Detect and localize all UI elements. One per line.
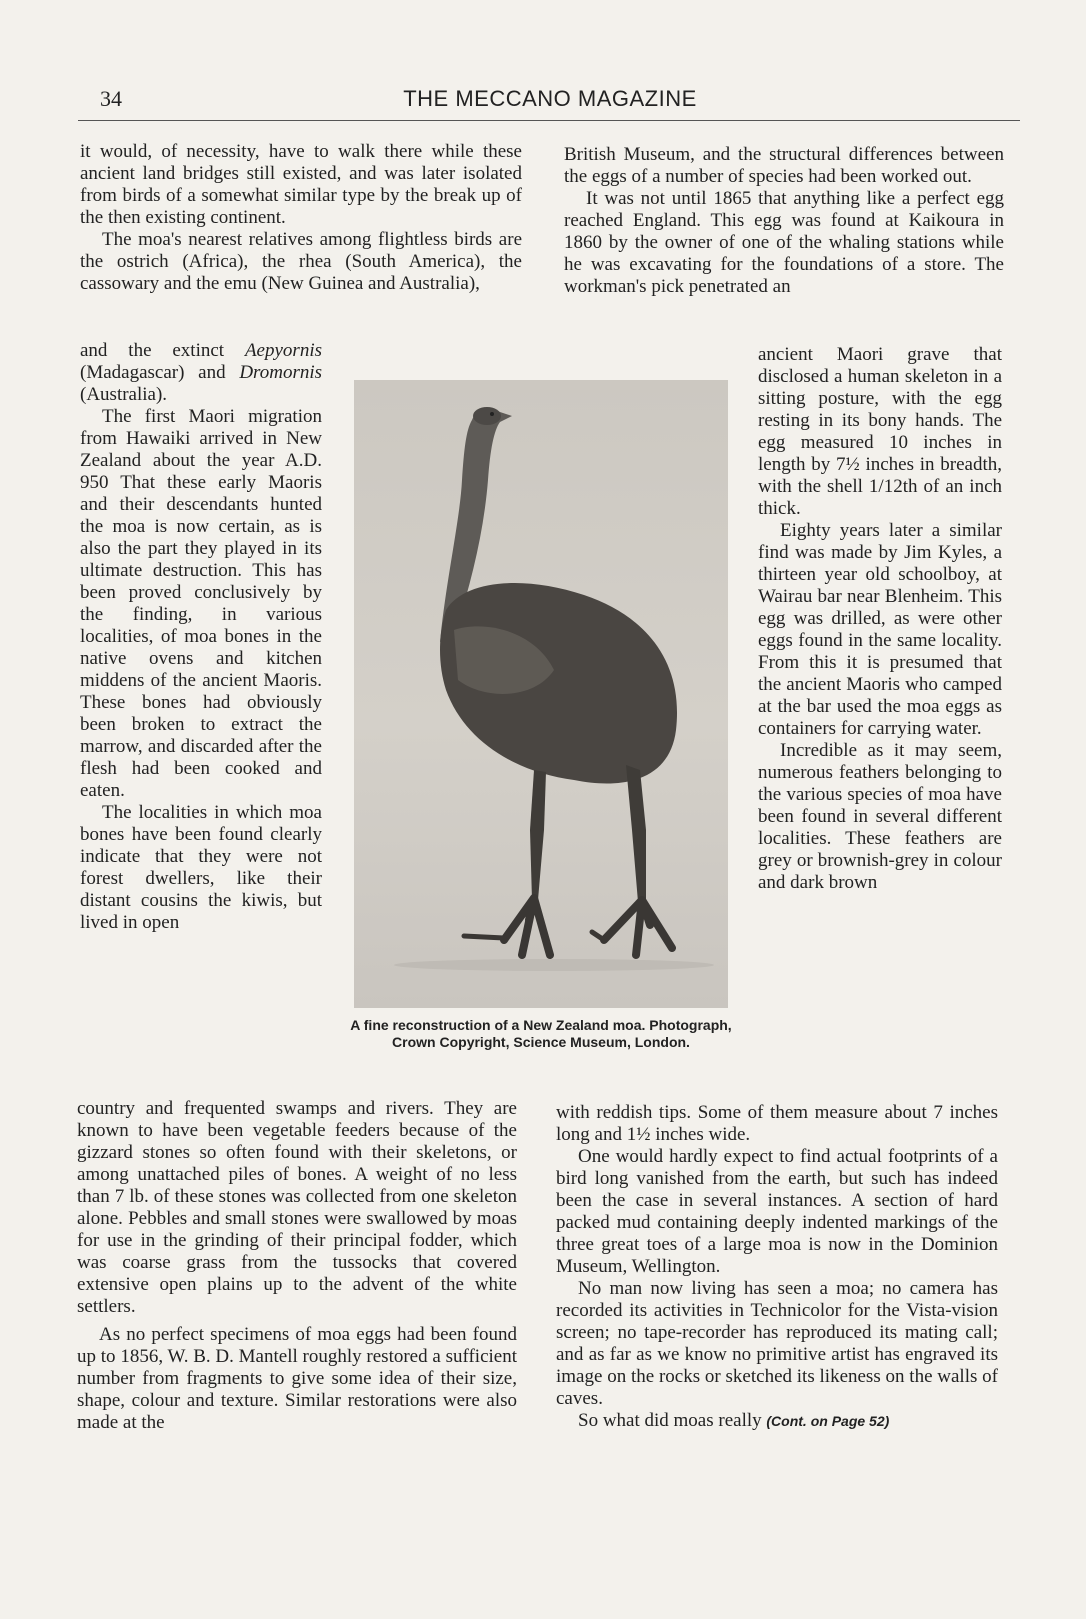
left-paragraph-4-continued: country and frequented swamps and rivers. They are known to have been vegetable feeders because of the gizzard stones so often found with their skeletons, or among unattached piles of bones. A weight of no less than 7 lb. of these stones was collected from one skeleton alone. Pebbles and small stones were swallowed by moas for use in the grinding of their principal fodder, which was coarse grass from the tussocks that covered extensive open plains up to the advent of the white settlers.	[77, 1098, 517, 1317]
left-paragraph-3: The first Maori migration from Hawaiki arrived in New Zealand about the year A.D. 950 That these early Maoris and their descendants hunted the moa is now certain, as is also the part they played in its ultimate destruction. This has been proved conclusively by the finding, in various localities, of moa bones in the native ovens and kitchen middens of the ancient Maoris. These bones had obviously been broken to extract the marrow, and discarded after the flesh had been cooked and eaten.	[80, 406, 322, 801]
australia-text: (Australia).	[80, 384, 168, 405]
page-number: 34	[100, 86, 122, 111]
aepyornis-name: Aepyornis	[244, 340, 322, 361]
right-col-top	[564, 144, 1004, 298]
moa-illustration	[354, 380, 728, 1008]
left-paragraph-5: As no perfect specimens of moa eggs had been found up to 1856, W. B. D. Mantell roughly restored a sufficient number from fragments to give some idea of their size, shape, colour and texture. Similar restorations were also made at the	[77, 1324, 517, 1433]
right-paragraph-2-continued: ancient Maori grave that disclosed a human skeleton in a sitting posture, with the egg resting in its bony hands. The egg measured 10 inches in length by 7½ inches in breadth, with the shell 1/12th of an inch thick.	[758, 344, 1002, 519]
continuation-note[interactable]: (Cont. on Page 52)	[766, 1413, 890, 1429]
extinct-text: and the extinct	[80, 340, 225, 361]
header-rule	[78, 120, 1020, 121]
dromornis-name: Dromornis	[239, 362, 323, 383]
right-paragraph-3: Eighty years later a similar find was made by Jim Kyles, a thirteen year old schoolboy, at Wairau bar near Blenheim. This egg was drilled, as were other eggs found in the same locality. From this it is presumed that the ancient Maoris who camped at the bar used the moa eggs as containers for carrying water.	[758, 520, 1002, 739]
right-paragraph-5: One would hardly expect to find actual footprints of a bird long vanished from the earth, but such has indeed been the case in several instances. A section of hard packed mud containing deeply indented markings of the three great toes of a large moa is now in the Dominion Museum, Wellington.	[556, 1146, 998, 1277]
right-paragraph-1: British Museum, and the structural differences between the eggs of a number of species had been worked out.	[564, 144, 1004, 187]
right-paragraph-6: No man now living has seen a moa; no camera has recorded its activities in Technicolor for the Vista-vision screen; no tape-recorder has reproduced its mating call; and as far as we know no primitive artist has engraved its image on the rocks or sketched its likeness on the walls of caves.	[556, 1278, 998, 1409]
right-col-narrow	[758, 344, 1002, 894]
left-col-top	[80, 141, 522, 295]
magazine-title: THE MECCANO MAGAZINE	[403, 86, 697, 111]
right-paragraph-4-continued: with reddish tips. Some of them measure about 7 inches long and 1½ inches wide.	[556, 1102, 998, 1145]
right-col-bottom	[556, 1102, 998, 1432]
right-paragraph-4: Incredible as it may seem, numerous feathers belonging to the various species of moa have been found in several different localities. These feathers are grey or brownish-grey in colour and dark brown	[758, 740, 1002, 893]
right-paragraph-7	[556, 1410, 998, 1432]
left-col-bottom	[77, 1098, 517, 1434]
figure-caption: A fine reconstruction of a New Zealand moa. Photograph, Crown Copyright, Science Museum, London.	[350, 1017, 732, 1050]
left-col-narrow	[80, 340, 322, 934]
final-sentence: So what did moas really	[578, 1410, 762, 1431]
left-paragraph-2: The moa's nearest relatives among flightless birds are the ostrich (Africa), the rhea (South America), the cassowary and the emu (New Guinea and Australia),	[80, 229, 522, 294]
madagascar-text: (Madagascar) and	[80, 362, 226, 383]
right-paragraph-2: It was not until 1865 that anything like a perfect egg reached England. This egg was found at Kaikoura in 1860 by the owner of one of the whaling stations while he was excavating for the foundations of a store. The workman's pick penetrated an	[564, 188, 1004, 297]
left-paragraph-4: The localities in which moa bones have been found clearly indicate that they were not forest dwellers, like their distant cousins the kiwis, but lived in open	[80, 802, 322, 933]
moa-reconstruction-photo	[354, 380, 728, 1008]
left-paragraph-2-continued	[80, 340, 322, 406]
left-paragraph-1: it would, of necessity, have to walk there while these ancient land bridges still existed, and was later isolated from birds of a somewhat similar type by the break up of the then existing continent.	[80, 141, 522, 228]
page-header	[0, 80, 1086, 124]
